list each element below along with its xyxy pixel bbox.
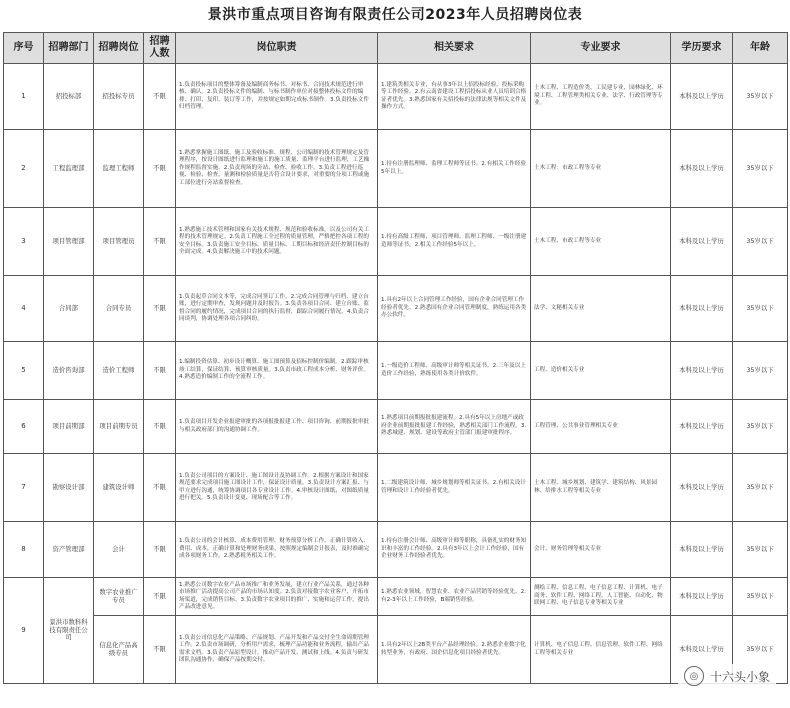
cell-count: 不限: [144, 276, 176, 342]
cell-post: 建筑设计师: [94, 454, 144, 522]
cell-count: 不限: [144, 522, 176, 578]
cell-duty: 1.负责公司信息化产品策略、产品规划、产品开发和产品交付全生命周期管理工作。2.负责市场调研，分析用户需求，梳理产品功能和业务流程，输出产品需求文档。3.负责产品原型设计，推动产品开发、测试和上线。4.负责与研发团队沟通协作，确保产品按期交付。: [176, 616, 378, 684]
header-count: 招聘人数: [144, 33, 176, 64]
table-row: [4, 400, 788, 454]
cell-major: 会计、财务管理等相关专业: [531, 522, 671, 578]
cell-post: 数字农业推广专员: [94, 578, 144, 616]
cell-dept: 景洪市数科科技有限责任公司: [44, 578, 94, 684]
cell-post: 造价工程师: [94, 342, 144, 400]
cell-no: 4: [4, 276, 44, 342]
cell-duty: 1.负责起草合同文本等，完成合同签订工作。2.完成合同管理与归档、建立台账，进行定期审查，发现问题并及时报告。3.负责各项目合同、建立台账、监督合同的履约情况，完成项目合同的执行监督，跟踪合同履行情况。4.负责合同谈判，协调处理各项合同纠纷。: [176, 276, 378, 342]
cell-age: 35岁以下: [733, 522, 788, 578]
cell-edu: 本科及以上学历: [671, 454, 733, 522]
cell-major: 土木工程、市政工程等专业: [531, 208, 671, 276]
cell-duty: 1.负责投标项目的整体筹备及编制商务标书、对标书、合同技术规范进行审核、确认。2.负责投标文件的编制、与标书制作单位对接整体投标文件的编排、打印、复印、装订等工作，并按规定如期完成标书制作。3.负责投标文件归档管理。: [176, 64, 378, 130]
cell-req: 1.二级建筑设计师、城乡规划师等相关证书。2.有相关设计管理和设计工作经验者优先。: [378, 454, 531, 522]
cell-post: 信息化产品高级专员: [94, 616, 144, 684]
header-duty: 岗位职责: [176, 33, 378, 64]
cell-count: 不限: [144, 454, 176, 522]
cell-age: 35岁以下: [733, 342, 788, 400]
table-row: [4, 276, 788, 342]
cell-duty: 1.熟悉掌握施工图纸、施工及验收标准、规程、公司编制的技术管理规定及管理程序，按设计图纸进行监理和施工的施工质量、监理平台进行监理，工艺操作规程监督实施。2.负责现场的旁站、检查、验收工作。3.负责工程进行巡视、检验、检查，量测和检验质量是否符合设计要求，对重要的分项工程或施工部位进行旁站监督检查。: [176, 130, 378, 208]
cell-edu: 本科及以上学历: [671, 616, 733, 684]
cell-dept: 资产管理部: [44, 522, 94, 578]
cell-req: 1.建筑类相关专业，有从事3年以上招投标经验，投标采购等工作经验。2.有云南省建设工程招投标从业人员培训合格证者优先。3.熟悉国家有关招投标的法律法规等相关文件及操作方式。: [378, 64, 531, 130]
table-row: [4, 522, 788, 578]
cell-no: 5: [4, 342, 44, 400]
cell-req: 1.熟悉农业领域，智慧农业、农业产品营销等经验优先。2.有2-3年以上工作经验，B端销售经验。: [378, 578, 531, 616]
cell-edu: 本科及以上学历: [671, 276, 733, 342]
cell-dept: 招投标部: [44, 64, 94, 130]
cell-major: 法学、文秘相关专业: [531, 276, 671, 342]
header-age: 年龄: [733, 33, 788, 64]
cell-no: 3: [4, 208, 44, 276]
table-row: [4, 578, 788, 616]
cell-edu: 本科及以上学历: [671, 400, 733, 454]
table-row: [4, 616, 788, 684]
cell-req: 1.一级造价工程师、高级审计师等相关证书。2.三年及以上造价工作经验，熟练使用各类计价软件。: [378, 342, 531, 400]
cell-major: 计算机、电子信息工程、信息管理、软件工程、网络工程等相关专业: [531, 616, 671, 684]
table-row: [4, 342, 788, 400]
cell-dept: 项目管理部: [44, 208, 94, 276]
cell-age: 35岁以下: [733, 130, 788, 208]
cell-post: 监理工程师: [94, 130, 144, 208]
cell-major: 土木工程：市政工程等专业: [531, 130, 671, 208]
cell-count: 不限: [144, 64, 176, 130]
cell-post: 招投标专员: [94, 64, 144, 130]
page-title: 景洪市重点项目咨询有限责任公司2023年人员招聘岗位表: [207, 7, 583, 23]
cell-duty: 1.负责公司的会计核算、成本费用管理、财务预算分析工作，正确计算收入、费用、成本，正确计算和处理财务成果，按照规定编制会计报表，及时准确完成各项财务工作。2.熟悉税务相关工作。: [176, 522, 378, 578]
cell-no: 1: [4, 64, 44, 130]
cell-duty: 1.负责项目开发企业报建审批的各项报批报建工作、项目咨询、前期报批审批与相关政府部门的沟通协调工作。: [176, 400, 378, 454]
cell-major: 土木工程、工程造价类、工民建专业、园林绿化、环境工程、工程管理类相关专业、法学、行政管理等专业。: [531, 64, 671, 130]
cell-count: 不限: [144, 578, 176, 616]
cell-edu: 本科及以上学历: [671, 342, 733, 400]
cell-post: 合同专员: [94, 276, 144, 342]
cell-major: 土木工程、城乡规划、建筑学、建筑结构、风景园林、给排水工程等相关专业: [531, 454, 671, 522]
cell-age: 35岁以下: [733, 400, 788, 454]
cell-major: 工程、造价相关专业: [531, 342, 671, 400]
cell-post: 项目管理员: [94, 208, 144, 276]
cell-age: 35岁以下: [733, 208, 788, 276]
recruitment-table: [3, 32, 788, 684]
cell-count: 不限: [144, 208, 176, 276]
cell-duty: 1.熟悉公司数字农业产品市场推广和业务发展，建立行业产品关系，通过各种市场推广活动提高公司产品的市场认知度。2.负责对接数字农业客户，开拓市场渠道，完成销售目标。3.负责数字农业项目的推广、实施和运营工作，提出产品改进意见。: [176, 578, 378, 616]
cell-age: 35岁以下: [733, 454, 788, 522]
cell-edu: 本科及以上学历: [671, 522, 733, 578]
header-post: 招聘岗位: [94, 33, 144, 64]
table-row: [4, 208, 788, 276]
cell-req: 1.具有2年以上2B类平台产品经理经验。2.熟悉企业数字化转型业务，有政府、国企信息化项目经验者优先。: [378, 616, 531, 684]
cell-edu: 本科及以上学历: [671, 130, 733, 208]
cell-dept: 合同部: [44, 276, 94, 342]
cell-no: 9: [4, 578, 44, 684]
wechat-icon: ◎: [684, 666, 704, 686]
cell-duty: 1.负责公司项目的方案设计、施工图设计及协调工作。2.根据方案设计和国家规范要求完成项目施工图设计工作，保证设计质量。3.负责设计方案汇报、与甲方进行沟通，统筹协调项目各专业设计工作。4.审核设计图纸，对图纸质量进行把关。5.负责设计变更、现场配合等工作。: [176, 454, 378, 522]
cell-age: 35岁以下: [733, 578, 788, 616]
cell-no: 6: [4, 400, 44, 454]
header-dept: 招聘部门: [44, 33, 94, 64]
cell-post: 项目前期专员: [94, 400, 144, 454]
table-row: [4, 64, 788, 130]
cell-count: 不限: [144, 342, 176, 400]
cell-edu: 本科及以上学历: [671, 578, 733, 616]
watermark-text: 十六头小象: [709, 669, 770, 684]
cell-age: 35岁以下: [733, 616, 788, 684]
cell-dept: 项目前期部: [44, 400, 94, 454]
cell-dept: 勘察设计部: [44, 454, 94, 522]
cell-no: 2: [4, 130, 44, 208]
cell-no: 8: [4, 522, 44, 578]
cell-duty: 1.编制投资估算、初步设计概算、施工图预算及招标控制价编制。2.跟踪审核竣工结算，保证结算、预算审核质量。3.负责市政工程成本分析、财务评价。4.熟悉造价编制工作的全流程工作。: [176, 342, 378, 400]
cell-post: 会计: [94, 522, 144, 578]
header-req: 相关要求: [378, 33, 531, 64]
watermark: [678, 664, 776, 688]
cell-dept: 造价咨询部: [44, 342, 94, 400]
cell-count: 不限: [144, 130, 176, 208]
header-no: 序号: [4, 33, 44, 64]
cell-req: 1.持有高级工程师、项目管理师、监理工程师、一级注册建造师等证书。2.相关工作经验5年以上。: [378, 208, 531, 276]
cell-major: 测绘工程、信息工程、电子信息工程、计算机、电子商务、软件工程、网络工程、人工智能、自动化、物联网工程、电子信息专业等相关专业: [531, 578, 671, 616]
cell-edu: 本科及以上学历: [671, 64, 733, 130]
cell-req: 1.具有2年以上合同管理工作经验，国有企业合同管理工作经验者优先。2.熟悉国有企业合同管理制度，熟练运用各类办公软件。: [378, 276, 531, 342]
table-row: [4, 454, 788, 522]
cell-age: 35岁以下: [733, 64, 788, 130]
cell-count: 不限: [144, 616, 176, 684]
cell-duty: 1.熟悉施工技术管理和国家有关技术规程、规范和验收标准，以及公司有关工程的技术管理规定。2.负责工程施工全过程的质量管理，严格把控各项工程的安全目标。3.负责施工安全目标、质量目标、工期目标和经济责任控制目标的全面完成。4.负责解决施工中的技术问题。: [176, 208, 378, 276]
header-edu: 学历要求: [671, 33, 733, 64]
cell-dept: 工程监理部: [44, 130, 94, 208]
cell-req: 1.熟悉项目前期报批报建流程。2.具有5年以上房地产或政府企业前期报批报建工作经验，熟悉相关部门工作流程。3.熟悉城建、规划、建设等政府主管部门报建审批程序。: [378, 400, 531, 454]
table-row: [4, 130, 788, 208]
table-header-row: [4, 33, 788, 64]
cell-no: 7: [4, 454, 44, 522]
cell-major: 工程管理、公共事业管理相关专业: [531, 400, 671, 454]
table-body: [4, 64, 788, 684]
cell-age: 35岁以下: [733, 276, 788, 342]
cell-req: 1.持有注册监理师、监理工程师等证书。2.有相关工作经验5年以上。: [378, 130, 531, 208]
cell-edu: 本科及以上学历: [671, 208, 733, 276]
header-major: 专业要求: [531, 33, 671, 64]
cell-count: 不限: [144, 400, 176, 454]
cell-req: 1.持有注册会计师、高级审计师等职称，具备扎实的财务知识和丰富的工作经验。2.具有3年以上会计工作经验，国有企业财务工作经验者优先。: [378, 522, 531, 578]
